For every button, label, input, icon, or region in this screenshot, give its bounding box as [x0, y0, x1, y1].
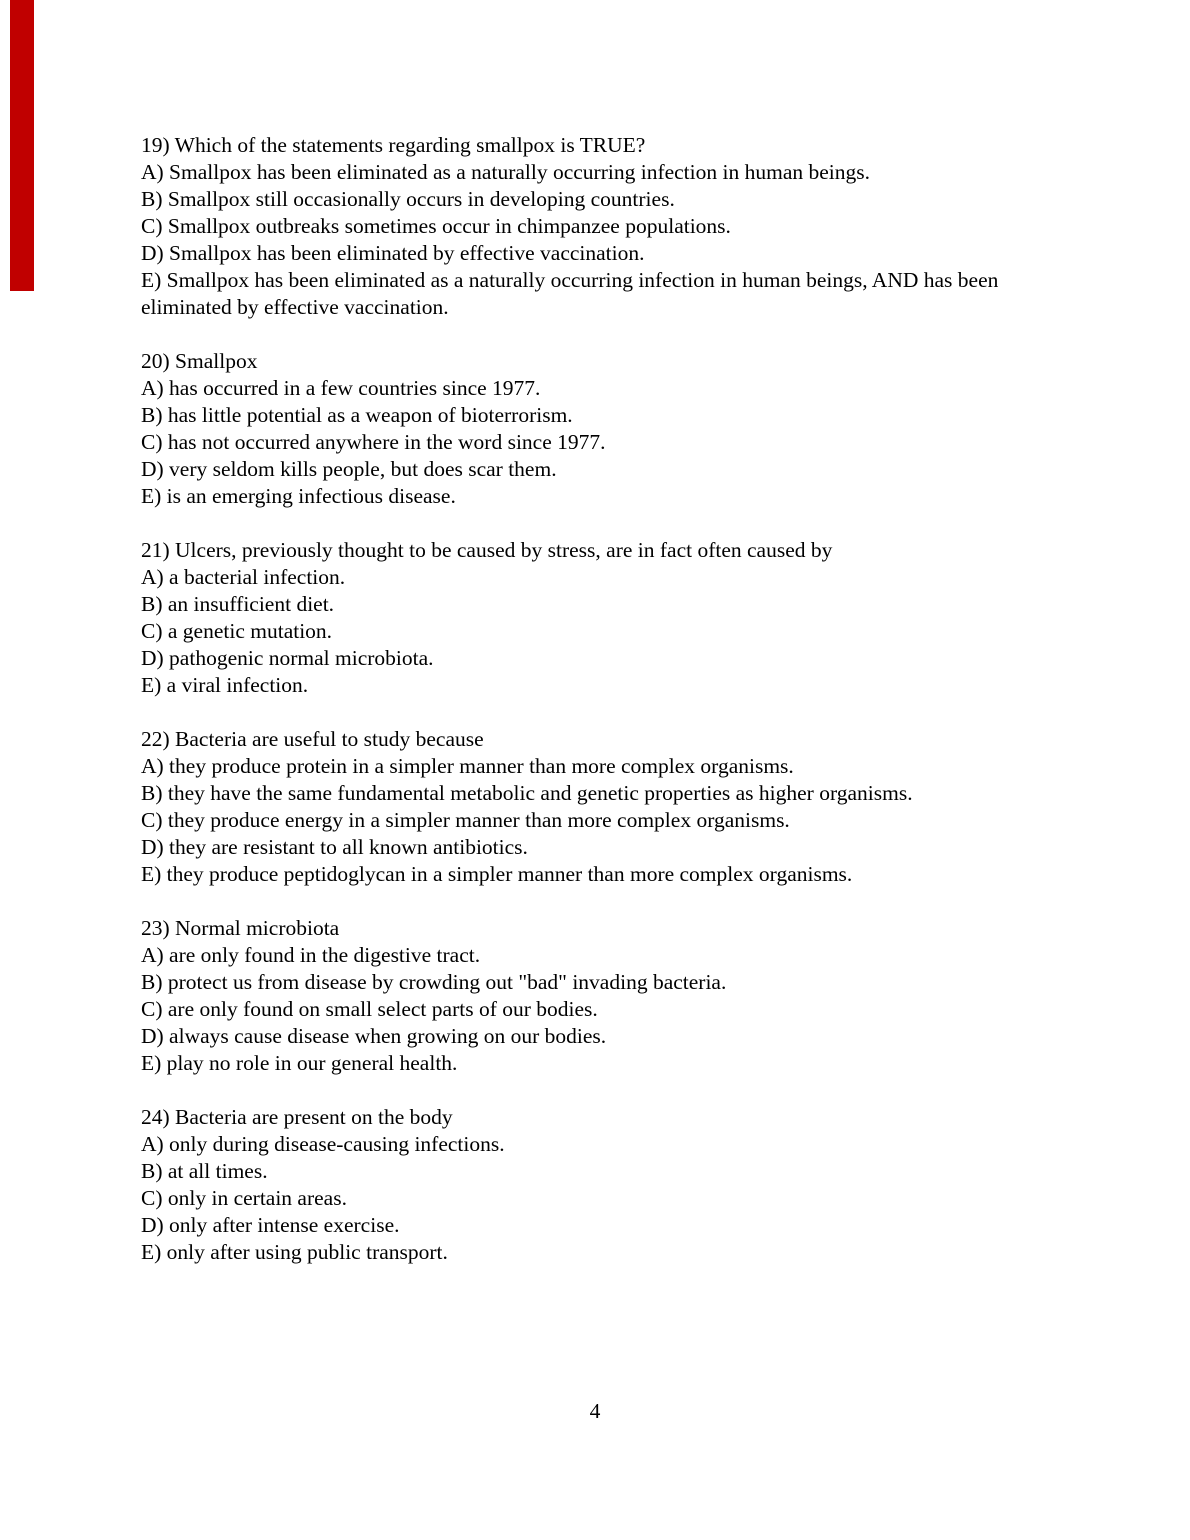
question-stem: 20) Smallpox — [141, 349, 258, 373]
answer-option: D) only after intense exercise. — [141, 1213, 400, 1237]
answer-option: D) Smallpox has been eliminated by effective vaccination. — [141, 241, 645, 265]
answer-option: A) they produce protein in a simpler manner than more complex organisms. — [141, 754, 794, 778]
answer-option: C) has not occurred anywhere in the word since 1977. — [141, 430, 606, 454]
answer-option: E) play no role in our general health. — [141, 1051, 458, 1075]
answer-option: E) a viral infection. — [141, 673, 309, 697]
answer-option: A) a bacterial infection. — [141, 565, 346, 589]
answer-option: D) very seldom kills people, but does scar them. — [141, 457, 557, 481]
answer-option: D) always cause disease when growing on our bodies. — [141, 1024, 607, 1048]
question-block — [141, 1104, 1056, 1266]
question-block — [141, 348, 1056, 510]
answer-option: B) at all times. — [141, 1159, 268, 1183]
question-block — [141, 726, 1056, 888]
answer-option: E) is an emerging infectious disease. — [141, 484, 456, 508]
red-margin-bar — [10, 0, 34, 291]
question-block — [141, 537, 1056, 699]
answer-option: B) they have the same fundamental metabolic and genetic properties as higher organisms. — [141, 781, 913, 805]
answer-option: A) only during disease-causing infections. — [141, 1132, 505, 1156]
answer-option: E) Smallpox has been eliminated as a naturally occurring infection in human beings, AND has been eliminated by effective vaccination. — [141, 268, 999, 319]
answer-option: D) they are resistant to all known antibiotics. — [141, 835, 528, 859]
answer-option: C) only in certain areas. — [141, 1186, 347, 1210]
page-number: 4 — [589, 1399, 601, 1423]
answer-option: E) only after using public transport. — [141, 1240, 448, 1264]
answer-option: A) Smallpox has been eliminated as a naturally occurring infection in human beings. — [141, 160, 871, 184]
question-block — [141, 132, 1056, 321]
answer-option: B) Smallpox still occasionally occurs in developing countries. — [141, 187, 675, 211]
answer-option: A) has occurred in a few countries since 1977. — [141, 376, 541, 400]
answer-option: B) has little potential as a weapon of bioterrorism. — [141, 403, 573, 427]
question-block — [141, 915, 1056, 1077]
answer-option: D) pathogenic normal microbiota. — [141, 646, 434, 670]
page-footer — [0, 1398, 1190, 1425]
question-stem: 23) Normal microbiota — [141, 916, 340, 940]
question-stem: 24) Bacteria are present on the body — [141, 1105, 453, 1129]
answer-option: C) Smallpox outbreaks sometimes occur in chimpanzee populations. — [141, 214, 731, 238]
question-stem: 19) Which of the statements regarding smallpox is TRUE? — [141, 133, 646, 157]
answer-option: C) a genetic mutation. — [141, 619, 333, 643]
answer-option: B) protect us from disease by crowding out "bad" invading bacteria. — [141, 970, 727, 994]
answer-option: C) they produce energy in a simpler manner than more complex organisms. — [141, 808, 790, 832]
question-stem: 21) Ulcers, previously thought to be caused by stress, are in fact often caused by — [141, 538, 833, 562]
question-list — [141, 132, 1056, 1293]
answer-option: A) are only found in the digestive tract. — [141, 943, 481, 967]
answer-option: C) are only found on small select parts of our bodies. — [141, 997, 598, 1021]
answer-option: B) an insufficient diet. — [141, 592, 335, 616]
question-stem: 22) Bacteria are useful to study because — [141, 727, 484, 751]
answer-option: E) they produce peptidoglycan in a simpler manner than more complex organisms. — [141, 862, 853, 886]
